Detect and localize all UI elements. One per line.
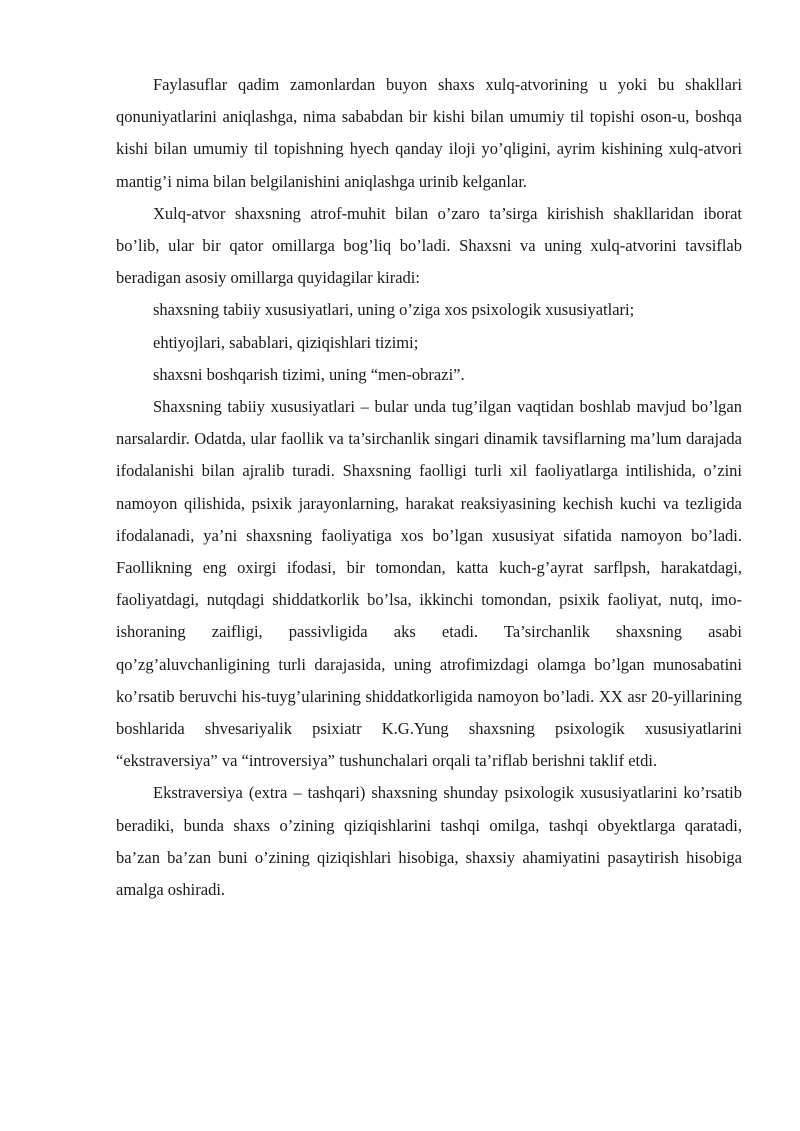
list-item-needs: ehtiyojlari, sabablari, qiziqishlari tizimi; [153, 332, 419, 352]
paragraph-extraversion: Ekstraversiya (extra – tashqari) shaxsning shunday psixologik xususiyatlarini ko’rsatib beradiki, bunda shaxs o’zining qiziqishlarini tashqi omilga, tashqi obyektlarga qaratadi, ba’zan ba’zan buni o’zining qiziqishlari hisobiga, shaxsiy ahamiyatini pasaytirish hisobiga amalga oshiradi. [116, 783, 742, 900]
paragraph-natural-traits: Shaxsning tabiiy xususiyatlari – bular unda tug’ilgan vaqtidan boshlab mavjud bo’lgan narsalardir. Odatda, ular faollik va ta’sirchanlik singari dinamik tavsiflarning ma’lum darajada ifodalanishi bilan ajralib turadi. Shaxsning faolligi turli xil faoliyatlarga intilishida, o’zini namoyon qilishida, psixik jarayonlarning, harakat reaksiyasining kechish kuchi va tezligida ifodalanadi, ya’ni shaxsning faoliyatiga xos bo’lgan xususiyat sifatida namoyon bo’ladi. Faollikning eng oxirgi ifodasi, bir tomondan, katta kuch-g’ayrat sarflpsh, harakatdagi, faoliyatdagi, nutqdagi shiddatkorlik bo’lsa, ikkinchi tomondan, psixik faoliyat, nutq, imo-ishoraning zaifligi, passivligida aks etadi. Ta’sirchanlik shaxsning asabi qo’zg’aluvchanligining turli darajasida, uning atrofimizdagi olamga bo’lgan munosabatini ko’rsatib beruvchi his-tuyg’ularining shiddatkorligida namoyon bo’ladi. XX asr 20-yillarining boshlarida shvesariyalik psixiatr K.G.Yung shaxsning psixologik xususiyatlarini “ekstraversiya” va “introversiya” tushunchalari orqali ta’riflab berishni taklif etdi. [116, 397, 742, 771]
paragraph-behavior-definition: Xulq-atvor shaxsning atrof-muhit bilan o’zaro ta’sirga kirishish shakllaridan iborat bo’lib, ular bir qator omillarga bog’liq bo’ladi. Shaxsni va uning xulq-atvorini tavsiflab beradigan asosiy omillarga quyidagilar kiradi: [116, 203, 742, 288]
paragraph-intro: Faylasuflar qadim zamonlardan buyon shaxs xulq-atvorining u yoki bu shakllari qonuniyatlarini aniqlashga, nima sababdan bir kishi bilan umumiy til topishi oson-u, boshqa kishi bilan umumiy til topishning hyech qanday iloji yo’qligini, ayrim kishining xulq-atvori mantig’i nima bilan belgilanishini aniqlashga urinib kelganlar. [116, 75, 742, 191]
document-page [116, 69, 742, 906]
list-item-self-management: shaxsni boshqarish tizimi, uning “men-obrazi”. [153, 364, 465, 384]
list-item-natural-traits: shaxsning tabiiy xususiyatlari, uning o’ziga xos psixologik xususiyatlari; [153, 300, 635, 320]
